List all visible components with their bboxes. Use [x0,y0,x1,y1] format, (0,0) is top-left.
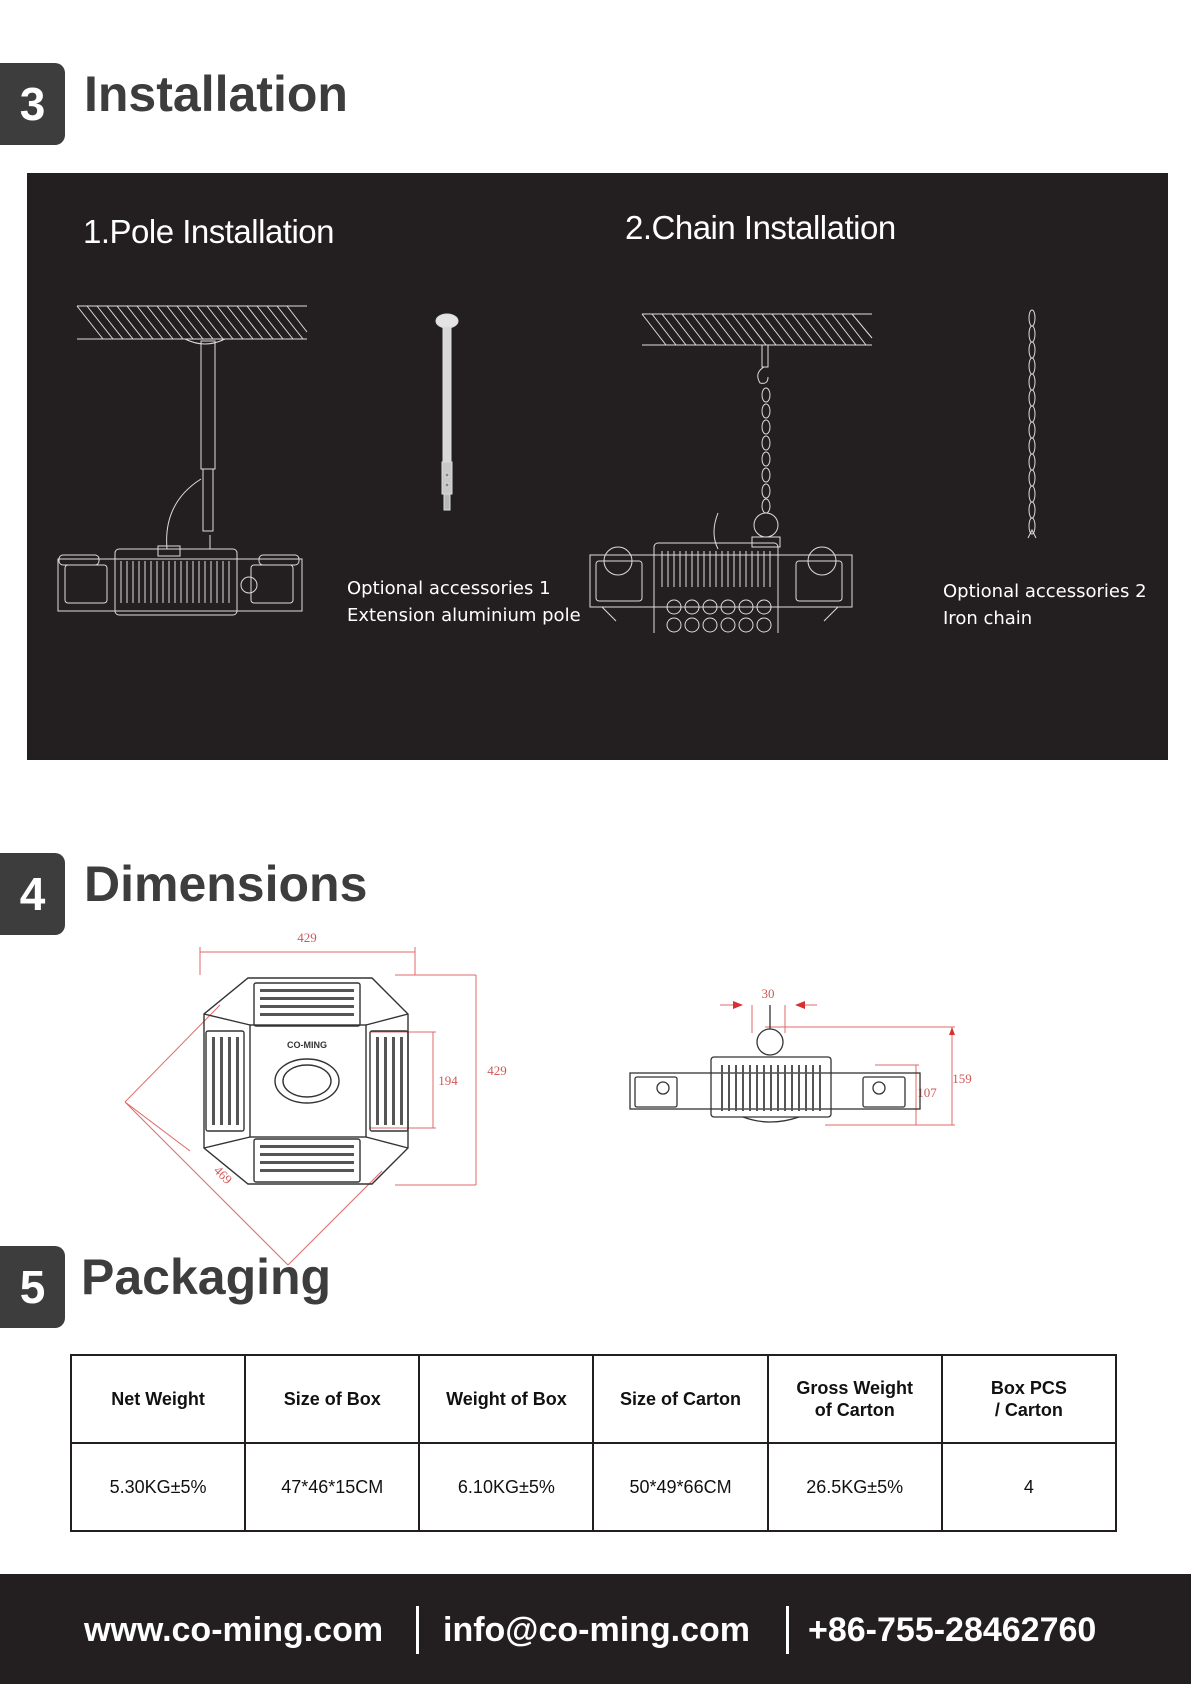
value-box-pcs: 4 [942,1443,1116,1531]
header-weight-of-box: Weight of Box [419,1355,593,1443]
pole-installation-drawing [55,303,345,623]
value-gross-weight: 26.5KG±5% [768,1443,942,1531]
value-net-weight: 5.30KG±5% [71,1443,245,1531]
chain-installation-drawing [582,303,892,633]
header-gross-weight: Gross Weight of Carton [768,1355,942,1443]
dim-diagonal: 469 [210,1162,236,1188]
accessory-2-line-2: Iron chain [943,608,1033,629]
footer-email-link[interactable]: info@co-ming.com [443,1611,751,1649]
header-size-of-box: Size of Box [245,1355,419,1443]
accessory-1-label [347,575,581,629]
installation-panel [27,173,1168,760]
accessory-1-line-1: Optional accessories 1 [347,578,551,599]
dim-total-height: 159 [952,1071,972,1086]
header-net-weight: Net Weight [71,1355,245,1443]
footer-divider [416,1606,419,1654]
pole-installation-title: 1.Pole Installation [83,213,335,250]
accessory-1-line-2: Extension aluminium pole [347,605,581,626]
footer-phone: +86-755-28462760 [808,1611,1097,1649]
dim-outer-height: 429 [487,1063,507,1078]
table-row [71,1443,1116,1531]
dim-hook-width: 30 [761,986,775,1001]
section-title: Packaging [81,1249,332,1305]
header-box-pcs: Box PCS / Carton [942,1355,1116,1443]
section-number-badge: 5 [0,1246,65,1328]
table-header-row [71,1355,1116,1443]
iron-chain-drawing [1022,308,1042,543]
dim-body-height: 107 [917,1085,937,1100]
section-title: Installation [84,66,348,122]
value-size-of-carton: 50*49*66CM [593,1443,767,1531]
accessory-2-line-1: Optional accessories 2 [943,581,1147,602]
section-title: Dimensions [84,856,368,912]
section-number-badge: 3 [0,63,65,145]
footer-divider [786,1606,789,1654]
top-view-logo: CO-MING [287,1040,327,1050]
accessory-2-label [943,578,1147,632]
dim-top-width: 429 [297,930,317,945]
section-number-badge: 4 [0,853,65,935]
top-view-drawing [120,925,520,1270]
packaging-table [70,1354,1117,1532]
value-size-of-box: 47*46*15CM [245,1443,419,1531]
dim-inner-height: 194 [438,1073,458,1088]
footer-bar [0,1574,1191,1684]
value-weight-of-box: 6.10KG±5% [419,1443,593,1531]
extension-pole-drawing [417,313,477,533]
footer-website-link[interactable]: www.co-ming.com [84,1611,384,1649]
header-size-of-carton: Size of Carton [593,1355,767,1443]
chain-installation-title: 2.Chain Installation [625,209,896,246]
side-view-drawing [625,985,975,1130]
